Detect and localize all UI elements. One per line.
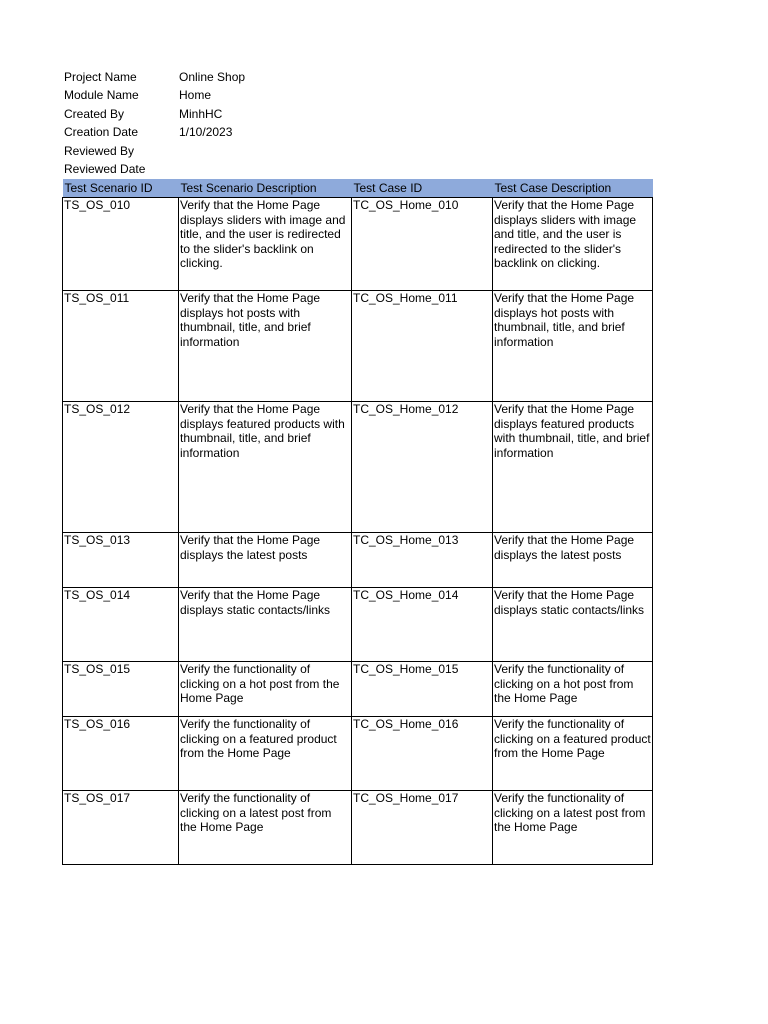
meta-value: MinhHC [179, 106, 223, 121]
meta-label: Reviewed Date [64, 161, 146, 176]
meta-label: Creation Date [64, 125, 139, 140]
cell-scenario-description: Verify that the Home Page displays featured products with thumbnail, title, and brief information [179, 402, 352, 533]
cell-case-id: TC_OS_Home_010 [352, 198, 493, 291]
cell-case-id: TC_OS_Home_015 [352, 662, 493, 717]
cell-scenario-id: TS_OS_010 [63, 198, 179, 291]
cell-case-id: TC_OS_Home_011 [352, 291, 493, 402]
meta-row-created-by [64, 105, 245, 123]
cell-case-description: Verify the functionality of clicking on a latest post from the Home Page [493, 791, 653, 865]
meta-row-module-name [64, 86, 245, 104]
table-row [63, 291, 653, 402]
cell-case-id: TC_OS_Home_016 [352, 717, 493, 791]
cell-case-description: Verify the functionality of clicking on a featured product from the Home Page [493, 717, 653, 791]
cell-case-id: TC_OS_Home_017 [352, 791, 493, 865]
header-test-case-id: Test Case ID [352, 179, 493, 198]
cell-scenario-id: TS_OS_017 [63, 791, 179, 865]
cell-scenario-id: TS_OS_015 [63, 662, 179, 717]
meta-row-creation-date [64, 123, 245, 141]
meta-row-project-name [64, 68, 245, 86]
cell-scenario-id: TS_OS_014 [63, 588, 179, 662]
cell-scenario-description: Verify that the Home Page displays static contacts/links [179, 588, 352, 662]
meta-label: Module Name [64, 88, 139, 103]
cell-scenario-id: TS_OS_016 [63, 717, 179, 791]
cell-case-description: Verify that the Home Page displays static contacts/links [493, 588, 653, 662]
meta-value: 1/10/2023 [179, 125, 233, 140]
meta-value: Home [179, 88, 212, 103]
cell-case-description: Verify that the Home Page displays sliders with image and title, and the user is redirected to the slider's backlink on clicking. [493, 198, 653, 291]
meta-row-reviewed-date [64, 160, 245, 178]
meta-value: Online Shop [179, 70, 246, 84]
table-row [63, 533, 653, 588]
cell-case-description: Verify the functionality of clicking on a hot post from the Home Page [493, 662, 653, 717]
table-row [63, 717, 653, 791]
header-test-scenario-description: Test Scenario Description [179, 179, 352, 198]
meta-label: Reviewed By [64, 143, 135, 158]
cell-case-id: TC_OS_Home_014 [352, 588, 493, 662]
cell-scenario-description: Verify that the Home Page displays hot posts with thumbnail, title, and brief information [179, 291, 352, 402]
cell-case-description: Verify that the Home Page displays hot posts with thumbnail, title, and brief information [493, 291, 653, 402]
table-row [63, 791, 653, 865]
cell-case-description: Verify that the Home Page displays the latest posts [493, 533, 653, 588]
cell-scenario-description: Verify the functionality of clicking on a featured product from the Home Page [179, 717, 352, 791]
meta-row-reviewed-by [64, 142, 245, 160]
cell-case-id: TC_OS_Home_013 [352, 533, 493, 588]
meta-label: Project Name [64, 70, 137, 84]
test-case-table [62, 179, 653, 865]
header-test-scenario-id: Test Scenario ID [63, 179, 179, 198]
cell-scenario-description: Verify that the Home Page displays the latest posts [179, 533, 352, 588]
meta-label: Created By [64, 106, 125, 121]
cell-scenario-description: Verify the functionality of clicking on a hot post from the Home Page [179, 662, 352, 717]
cell-scenario-id: TS_OS_013 [63, 533, 179, 588]
cell-scenario-id: TS_OS_011 [63, 291, 179, 402]
table-row [63, 662, 653, 717]
cell-case-id: TC_OS_Home_012 [352, 402, 493, 533]
table-row [63, 198, 653, 291]
table-row [63, 588, 653, 662]
table-header-row [63, 179, 653, 198]
cell-scenario-description: Verify the functionality of clicking on a latest post from the Home Page [179, 791, 352, 865]
project-metadata [64, 68, 245, 178]
header-test-case-description: Test Case Description [493, 179, 653, 198]
table-row [63, 402, 653, 533]
cell-scenario-description: Verify that the Home Page displays sliders with image and title, and the user is redirected to the slider's backlink on clicking. [179, 198, 352, 291]
cell-case-description: Verify that the Home Page displays featured products with thumbnail, title, and brief information [493, 402, 653, 533]
cell-scenario-id: TS_OS_012 [63, 402, 179, 533]
